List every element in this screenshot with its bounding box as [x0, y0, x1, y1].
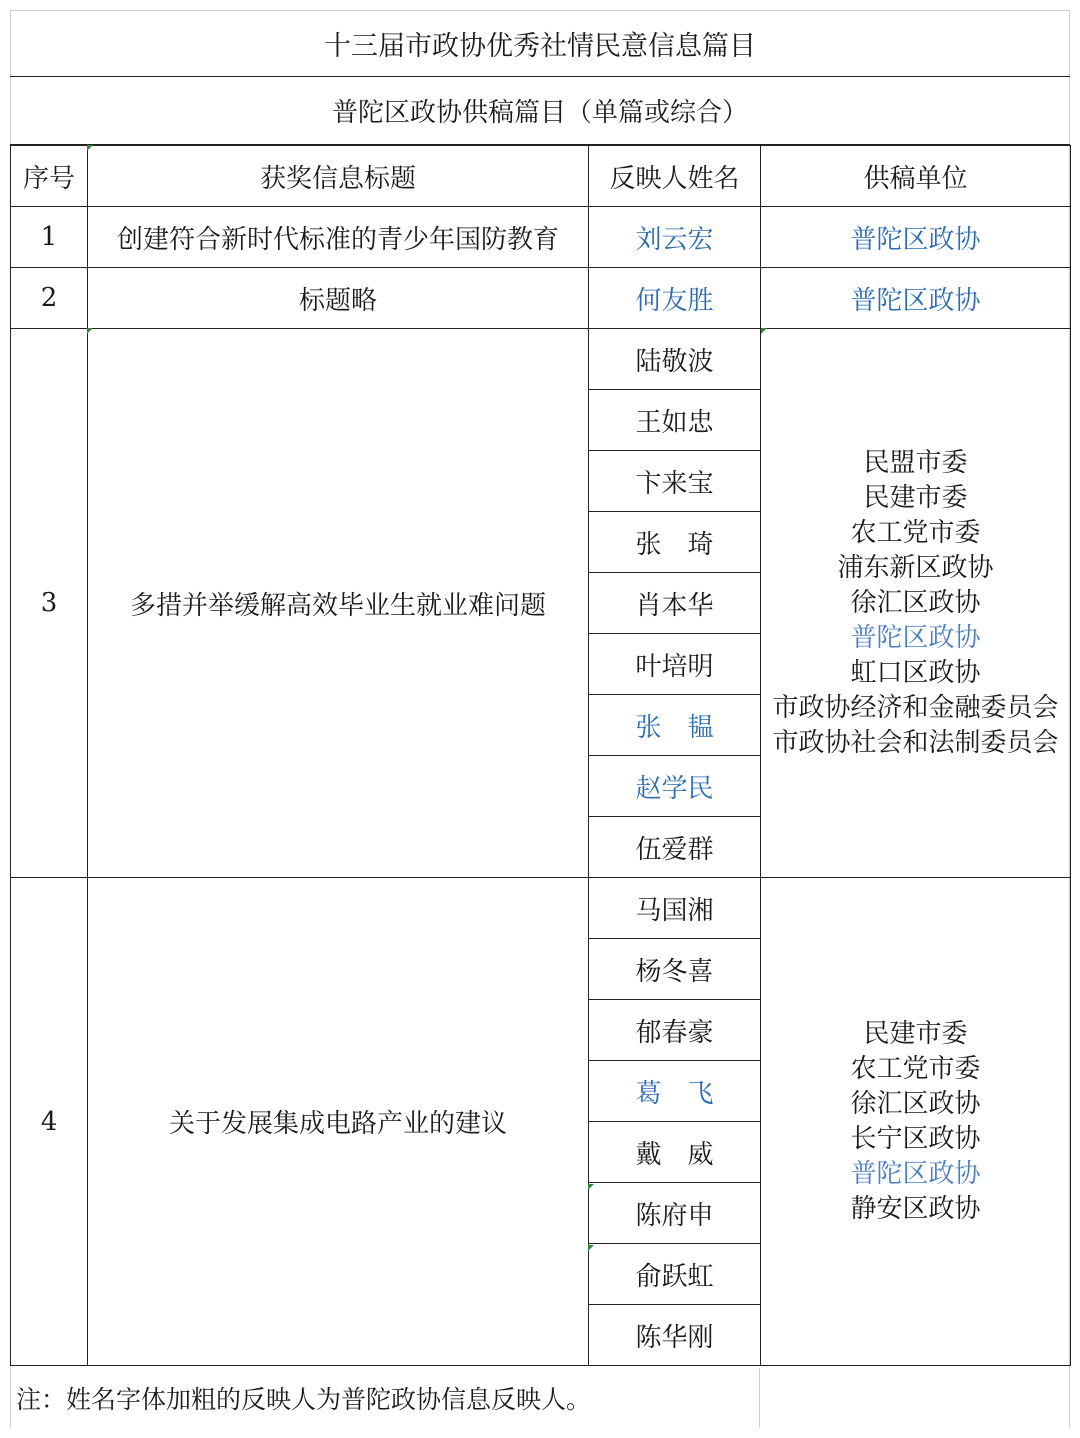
reporter-cell: 张 琦: [589, 512, 761, 573]
comment-marker-icon: [87, 145, 93, 151]
unit-item: 静安区政协: [850, 1193, 981, 1224]
unit-item: 农工党市委: [850, 1053, 981, 1084]
header-unit: 供稿单位: [761, 146, 1071, 207]
row-title: 关于发展集成电路产业的建议: [88, 878, 589, 1366]
comment-marker-icon: [588, 1184, 594, 1190]
unit-cell: 普陀区政协: [761, 268, 1071, 329]
unit-item: 徐汇区政协: [850, 1088, 981, 1119]
unit-item: 民建市委: [863, 482, 968, 513]
page-subtitle: 普陀区政协供稿篇目（单篇或综合）: [10, 77, 1070, 146]
header-row: [11, 146, 1071, 207]
unit-item: 普陀区政协: [850, 622, 981, 653]
table-row: [11, 268, 1071, 329]
page-title: 十三届市政协优秀社情民意信息篇目: [10, 10, 1070, 77]
unit-item: 长宁区政协: [850, 1123, 981, 1154]
reporter-cell: 赵学民: [589, 756, 761, 817]
reporter-cell: 叶培明: [589, 634, 761, 695]
unit-item: 市政协经济和金融委员会: [772, 692, 1059, 723]
unit-item: 徐汇区政协: [850, 587, 981, 618]
header-num: 序号: [11, 146, 88, 207]
unit-item: 农工党市委: [850, 517, 981, 548]
reporter-cell: 陈府申: [589, 1183, 761, 1244]
reporter-cell: 俞跃虹: [589, 1244, 761, 1305]
unit-item: 市政协社会和法制委员会: [772, 727, 1059, 758]
reporter-cell: 陈华刚: [589, 1305, 761, 1366]
row-title: 多措并举缓解高效毕业生就业难问题: [88, 329, 589, 878]
reporter-cell: 刘云宏: [589, 207, 761, 268]
unit-item: 普陀区政协: [850, 1158, 981, 1189]
reporter-cell: 伍爱群: [589, 817, 761, 878]
unit-item: 民盟市委: [863, 447, 968, 478]
footnote: 注：姓名字体加粗的反映人为普陀政协信息反映人。: [10, 1368, 760, 1428]
comment-marker-icon: [87, 328, 93, 334]
row-title: 标题略: [88, 268, 589, 329]
unit-cell: 普陀区政协: [761, 207, 1071, 268]
reporter-cell: 陆敬波: [589, 329, 761, 390]
reporter-cell: 郁春豪: [589, 1000, 761, 1061]
row-num: 4: [11, 878, 88, 1366]
row-num: 2: [11, 268, 88, 329]
reporter-cell: 葛 飞: [589, 1061, 761, 1122]
table-row: [11, 329, 1071, 390]
unit-list-cell: [761, 878, 1071, 1366]
table-row: [11, 878, 1071, 939]
header-title: 获奖信息标题: [88, 146, 589, 207]
reporter-cell: 王如忠: [589, 390, 761, 451]
comment-marker-icon: [761, 328, 767, 334]
reporter-cell: 马国湘: [589, 878, 761, 939]
reporter-cell: 肖本华: [589, 573, 761, 634]
row-num: 1: [11, 207, 88, 268]
awards-table: [10, 145, 1071, 1366]
reporter-cell: 戴 威: [589, 1122, 761, 1183]
header-reporter: 反映人姓名: [589, 146, 761, 207]
unit-list-cell: [761, 329, 1071, 878]
row-num: 3: [11, 329, 88, 878]
reporter-cell: 杨冬喜: [589, 939, 761, 1000]
reporter-cell: 张 韫: [589, 695, 761, 756]
row-title: 创建符合新时代标准的青少年国防教育: [88, 207, 589, 268]
reporter-cell: 何友胜: [589, 268, 761, 329]
table-row: [11, 207, 1071, 268]
unit-item: 虹口区政协: [850, 657, 981, 688]
unit-item: 浦东新区政协: [837, 552, 994, 583]
comment-marker-icon: [588, 1245, 594, 1251]
reporter-cell: 卞来宝: [589, 451, 761, 512]
unit-item: 民建市委: [863, 1018, 968, 1049]
